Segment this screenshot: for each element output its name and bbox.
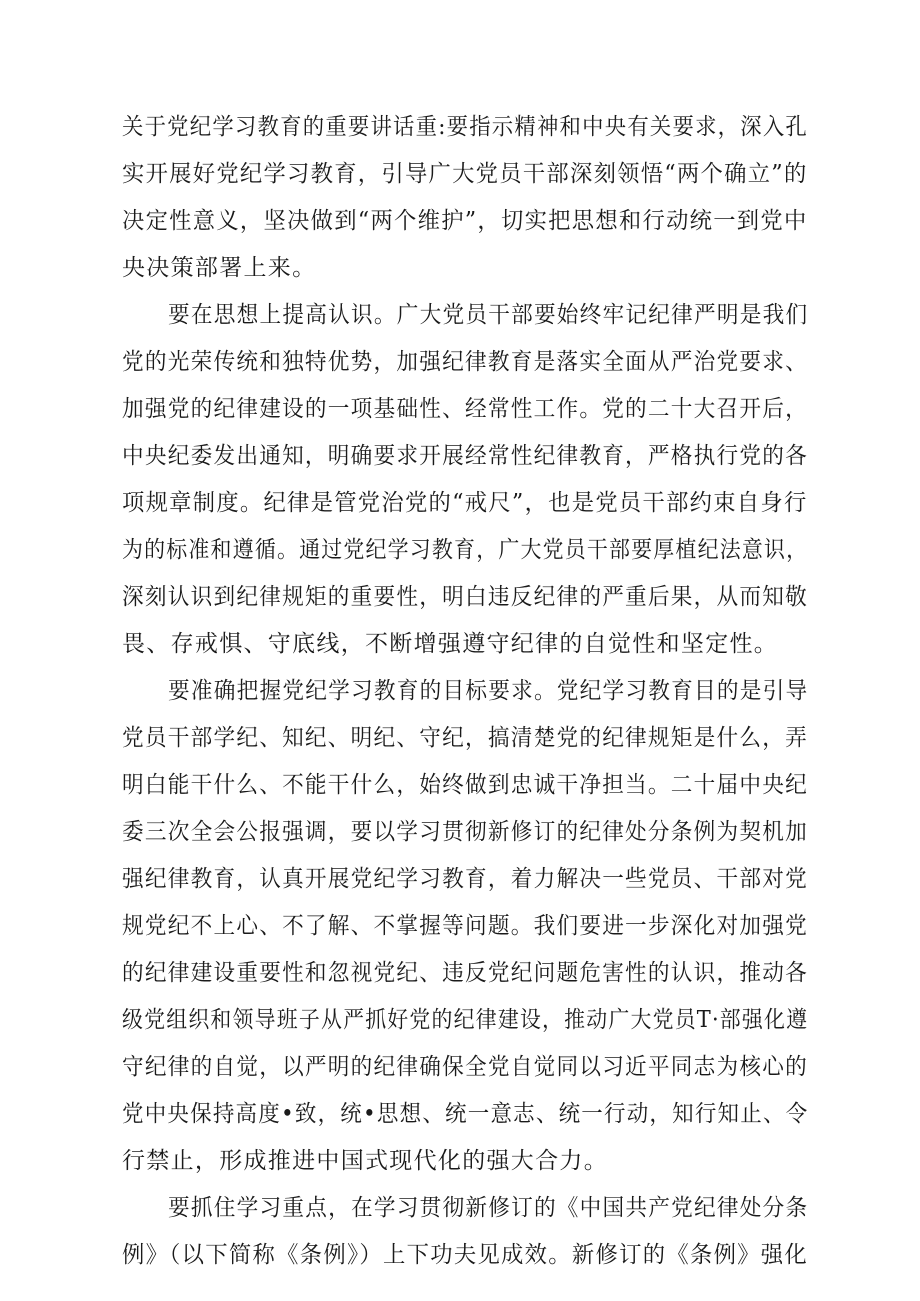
paragraph-start-line-24: 要抓住学习重点，在学习贯彻新修订的《中国共产党纪律处分条 <box>168 1195 809 1221</box>
text-line-22: 党中央保持高度•致，统•思想、统一意志、统一行动，知行知止、令 <box>122 1101 809 1127</box>
text-line-18: 规党纪不上心、不了解、不掌握等问题。我们要进一步深化对加强党 <box>122 913 808 939</box>
paragraph-start-line-5: 要在思想上提高认识。广大党员干部要始终牢记纪律严明是我们 <box>168 302 809 328</box>
text-line-12: 畏、存戒惧、守底线，不断增强遵守纪律的自觉性和坚定性。 <box>122 631 779 657</box>
text-line-2: 实开展好党纪学习教育，引导广大党员干部深刻领悟“两个确立”的 <box>122 161 808 187</box>
text-line-23: 行禁止，形成推进中国式现代化的强大合力。 <box>122 1148 608 1174</box>
text-line-17: 强纪律教育，认真开展党纪学习教育，着力解决一些党员、干部对党 <box>122 866 808 892</box>
text-line-10: 为的标准和遵循。通过党纪学习教育，广大党员干部要厚植纪法意识， <box>122 537 809 563</box>
text-line-4: 央决策部署上来。 <box>122 255 317 281</box>
text-line-8: 中央纪委发出通知，明确要求开展经常性纪律教育，严格执行党的各 <box>122 443 808 469</box>
text-line-21: 守纪律的自觉，以严明的纪律确保全党自觉同以习近平同志为核心的 <box>122 1054 808 1080</box>
text-line-7: 加强党的纪律建设的一项基础性、经常性工作。党的二十大召开后， <box>122 396 808 422</box>
paragraph-start-line-13: 要准确把握党纪学习教育的目标要求。党纪学习教育目的是引导 <box>168 678 809 704</box>
text-line-11: 深刻认识到纪律规矩的重要性，明白违反纪律的严重后果，从而知敬 <box>122 584 808 610</box>
text-line-20: 级党组织和领导班子从严抓好党的纪律建设，推动广大党员T·部强化遵 <box>122 1007 809 1033</box>
text-line-3: 决定性意义，坚决做到“两个维护”，切实把思想和行动统一到党中 <box>122 208 808 234</box>
text-line-1: 关于党纪学习教育的重要讲话重:要指示精神和中央有关要求，深入孔 <box>122 114 809 140</box>
text-line-16: 委三次全会公报强调，要以学习贯彻新修订的纪律处分条例为契机加 <box>122 819 808 845</box>
text-line-15: 明白能干什么、不能干什么，始终做到忠诚干净担当。二十届中央纪 <box>122 772 808 798</box>
text-line-14: 党员干部学纪、知纪、明纪、守纪，搞清楚党的纪律规矩是什么，弄 <box>122 725 808 751</box>
text-line-6: 党的光荣传统和独特优势，加强纪律教育是落实全面从严治党要求、 <box>122 349 808 375</box>
text-line-25: 例》（以下简称《条例》）上下功夫见成效。新修订的《条例》强化 <box>122 1242 809 1268</box>
text-line-19: 的纪律建设重要性和忽视党纪、违反党纪问题危害性的认识，推动各 <box>122 960 808 986</box>
text-line-9: 项规章制度。纪律是管党治党的“戒尺”，也是党员干部约束自身行 <box>122 490 808 516</box>
